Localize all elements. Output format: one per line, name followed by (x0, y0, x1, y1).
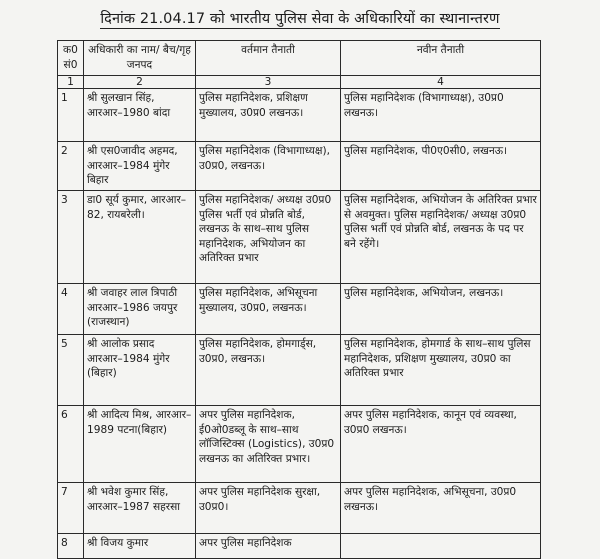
table-row (58, 284, 541, 335)
officer-cell: डा0 सूर्य कुमार, आरआर–82, रायबरेली। (84, 191, 196, 284)
table-row (58, 534, 541, 559)
current-posting-cell: अपर पुलिस महानिदेशक सुरक्षा, उ0प्र0। (196, 483, 341, 534)
current-posting-cell: अपर पुलिस महानिदेशक, ई0ओ0डब्लू के साथ–साथ लॉजिस्टिक्स (Logistics), उ0प्र0 लखनऊ का अतिरिक्त प्रभार। (196, 406, 341, 483)
officer-cell: श्री आदित्य मिश्र, आरआर–1989 पटना(बिहार) (84, 406, 196, 483)
page-title (0, 8, 600, 28)
column-number: 4 (341, 76, 541, 89)
page-title-text: दिनांक 21.04.17 को भारतीय पुलिस सेवा के अधिकारियों का स्थानान्तरण (100, 11, 500, 27)
new-posting-cell: अपर पुलिस महानिदेशक, कानून एवं व्यवस्था, उ0प्र0 लखनऊ। (341, 406, 541, 483)
table-row (58, 191, 541, 284)
new-posting-cell: पुलिस महानिदेशक, अभियोजन, लखनऊ। (341, 284, 541, 335)
serial-cell: 8 (58, 534, 84, 559)
column-number: 3 (196, 76, 341, 89)
new-posting-cell (341, 534, 541, 559)
table-row (58, 335, 541, 406)
current-posting-cell: पुलिस महानिदेशक/ अध्यक्ष उ0प्र0 पुलिस भर्ती एवं प्रोन्नति बोर्ड, लखनऊ के साथ–साथ पुलिस महानिदेशक, अभियोजन का अतिरिक्त प्रभार (196, 191, 341, 284)
table-row (58, 406, 541, 483)
table-row (58, 483, 541, 534)
officer-cell: श्री सुलखान सिंह, आरआर–1980 बांदा (84, 89, 196, 142)
serial-cell: 5 (58, 335, 84, 406)
officer-cell: श्री जवाहर लाल त्रिपाठी आरआर–1986 जयपुर (राजस्थान) (84, 284, 196, 335)
officer-cell: श्री विजय कुमार (84, 534, 196, 559)
serial-cell: 3 (58, 191, 84, 284)
current-posting-cell: पुलिस महानिदेशक, अभिसूचना मुख्यालय, उ0प्र0, लखनऊ। (196, 284, 341, 335)
column-number: 1 (58, 76, 84, 89)
new-posting-cell: पुलिस महानिदेशक, पी0ए0सी0, लखनऊ। (341, 142, 541, 191)
new-posting-cell: अपर पुलिस महानिदेशक, अभिसूचना, उ0प्र0 लखनऊ। (341, 483, 541, 534)
header-current-posting: वर्तमान तैनाती (196, 41, 341, 76)
officer-cell: श्री एस0जावीद अहमद, आरआर–1984 मुंगेर बिहार (84, 142, 196, 191)
serial-cell: 6 (58, 406, 84, 483)
new-posting-cell: पुलिस महानिदेशक (विभागाध्यक्ष), उ0प्र0 लखनऊ। (341, 89, 541, 142)
transfer-table (57, 40, 541, 559)
table-row (58, 142, 541, 191)
new-posting-cell: पुलिस महानिदेशक, होमगार्ड के साथ–साथ पुलिस महानिदेशक, प्रशिक्षण मुख्यालय, उ0प्र0 का अतिरिक्त प्रभार (341, 335, 541, 406)
column-number: 2 (84, 76, 196, 89)
header-serial: क0 सं0 (58, 41, 84, 76)
current-posting-cell: अपर पुलिस महानिदेशक (196, 534, 341, 559)
current-posting-cell: पुलिस महानिदेशक, होमगार्ड्स, उ0प्र0, लखनऊ। (196, 335, 341, 406)
current-posting-cell: पुलिस महानिदेशक, प्रशिक्षण मुख्यालय, उ0प्र0 लखनऊ। (196, 89, 341, 142)
current-posting-cell: पुलिस महानिदेशक (विभागाध्यक्ष), उ0प्र0, लखनऊ। (196, 142, 341, 191)
serial-cell: 7 (58, 483, 84, 534)
serial-cell: 4 (58, 284, 84, 335)
officer-cell: श्री आलोक प्रसाद आरआर–1984 मुंगेर (बिहार) (84, 335, 196, 406)
new-posting-cell: पुलिस महानिदेशक, अभियोजन के अतिरिक्त प्रभार से अवमुक्त। पुलिस महानिदेशक/ अध्यक्ष उ0प्र0 पुलिस भर्ती एवं प्रोन्नति बोर्ड, लखनऊ के पद पर बने रहेंगे। (341, 191, 541, 284)
table-header-row (58, 41, 541, 76)
officer-cell: श्री भवेश कुमार सिंह, आरआर–1987 सहरसा (84, 483, 196, 534)
header-new-posting: नवीन तैनाती (341, 41, 541, 76)
header-officer: अधिकारी का नाम/ बैच/गृह जनपद (84, 41, 196, 76)
column-number-row (58, 76, 541, 89)
table-row (58, 89, 541, 142)
serial-cell: 2 (58, 142, 84, 191)
serial-cell: 1 (58, 89, 84, 142)
